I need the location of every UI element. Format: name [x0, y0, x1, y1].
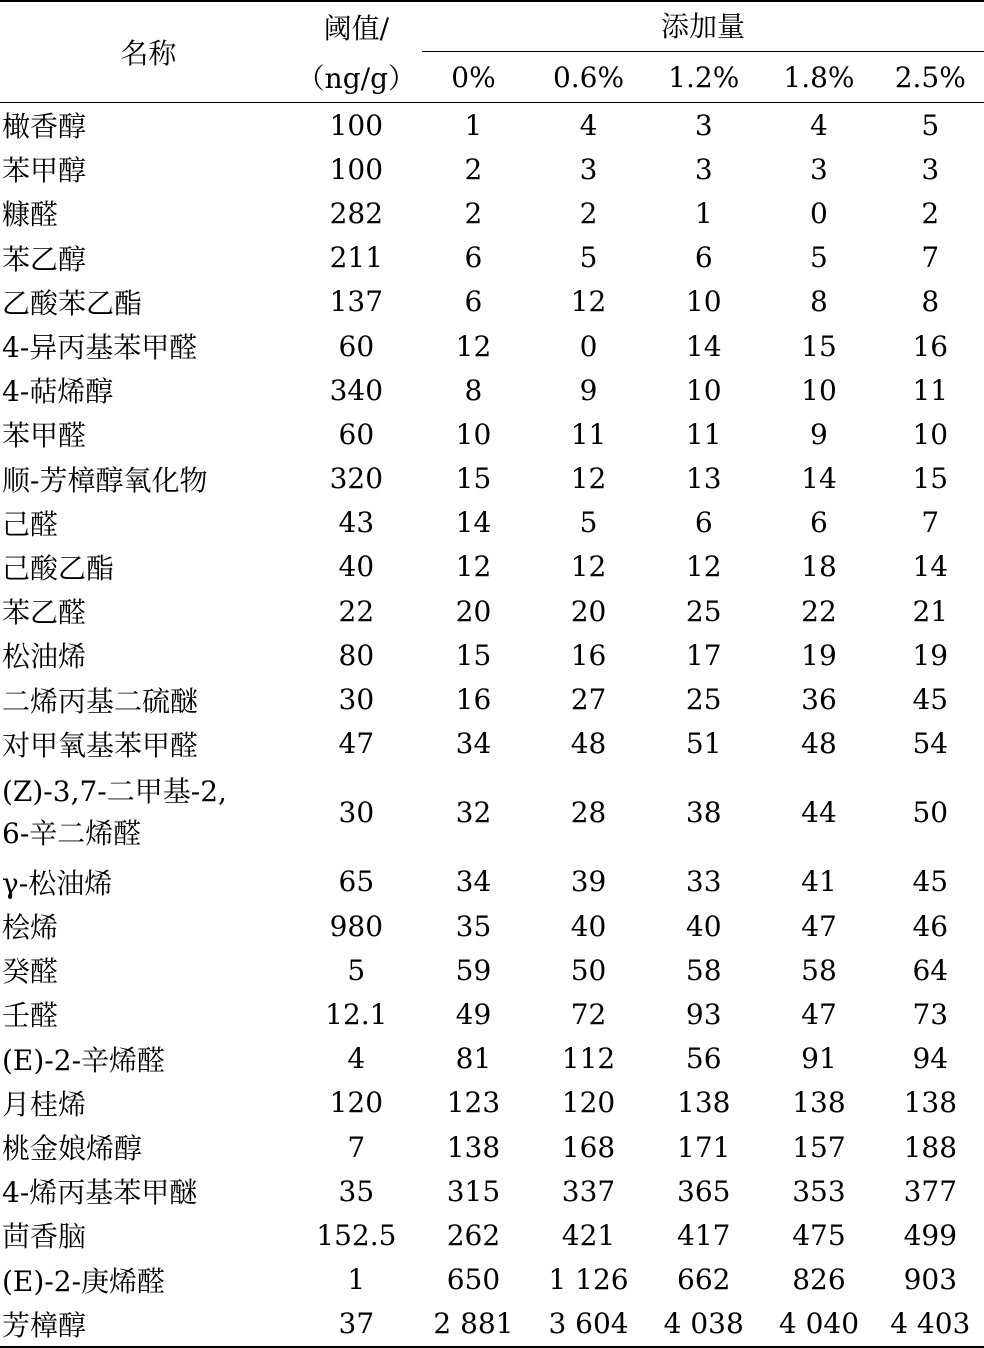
- value-cell: 17: [685, 638, 722, 672]
- value-cell: 262: [446, 1218, 501, 1252]
- value-cell: 48: [801, 727, 837, 761]
- value-cell: 5: [579, 506, 598, 540]
- table-row: [0, 1081, 984, 1125]
- table-row: [0, 1169, 984, 1213]
- value-cell: 353: [792, 1174, 846, 1208]
- value-cell: 3: [694, 108, 713, 142]
- compound-name: 苯乙醛: [2, 596, 87, 630]
- table-row: [0, 545, 984, 589]
- header-threshold-line1: 阈值/: [323, 12, 390, 45]
- compound-name: 苯甲醇: [2, 154, 87, 188]
- value-cell: 7: [921, 241, 940, 275]
- value-cell: 1: [464, 108, 483, 142]
- compound-name: 壬醛: [2, 999, 59, 1033]
- threshold-cell: 152.5: [316, 1218, 397, 1252]
- value-cell: 44: [801, 796, 837, 830]
- compound-name: 糠醛: [2, 198, 59, 232]
- value-cell: 171: [677, 1130, 731, 1164]
- value-cell: 7: [921, 506, 940, 540]
- compound-name: 4-萜烯醇: [2, 375, 114, 409]
- value-cell: 16: [912, 329, 949, 363]
- value-cell: 138: [903, 1086, 958, 1120]
- value-cell: 59: [455, 953, 492, 987]
- value-cell: 41: [801, 865, 837, 899]
- threshold-cell: 80: [338, 638, 375, 672]
- value-cell: 72: [570, 997, 607, 1031]
- value-cell: 35: [455, 909, 492, 943]
- value-cell: 18: [801, 550, 837, 584]
- value-cell: 337: [561, 1174, 616, 1208]
- table-row: [0, 501, 984, 545]
- value-cell: 58: [801, 953, 837, 987]
- compound-name: 4-异丙基苯甲醛: [2, 331, 198, 365]
- value-cell: 46: [912, 909, 949, 943]
- value-cell: 15: [455, 462, 492, 496]
- value-cell: 12: [570, 285, 607, 319]
- threshold-cell: 35: [338, 1174, 375, 1208]
- value-cell: 38: [685, 796, 722, 830]
- compound-name: γ-松油烯: [2, 866, 113, 900]
- value-cell: 6: [694, 506, 713, 540]
- value-cell: 138: [446, 1130, 501, 1164]
- value-cell: 3: [810, 152, 828, 186]
- value-cell: 3: [694, 152, 713, 186]
- value-cell: 14: [455, 506, 492, 540]
- table-row: [0, 147, 984, 191]
- value-cell: 12: [685, 550, 722, 584]
- value-cell: 36: [801, 683, 837, 717]
- table-row: [0, 236, 984, 280]
- value-cell: 6: [810, 506, 828, 540]
- value-cell: 22: [801, 594, 837, 628]
- value-cell: 81: [455, 1042, 492, 1076]
- threshold-cell: 7: [347, 1130, 366, 1164]
- value-cell: 112: [561, 1042, 616, 1076]
- value-cell: 12: [570, 462, 607, 496]
- value-cell: 64: [912, 953, 949, 987]
- table-row: [0, 191, 984, 235]
- header-level-0: 0%: [451, 60, 496, 94]
- value-cell: 47: [801, 909, 837, 943]
- value-cell: 499: [903, 1218, 958, 1252]
- header-level-1: 0.6%: [552, 60, 625, 94]
- value-cell: 8: [810, 285, 828, 319]
- compound-name: 己酸乙酯: [2, 551, 115, 585]
- compound-name: 乙酸苯乙酯: [2, 286, 143, 320]
- value-cell: 3 604: [548, 1307, 629, 1341]
- threshold-cell: 12.1: [325, 997, 388, 1031]
- table-row: [0, 633, 984, 677]
- value-cell: 19: [801, 638, 837, 672]
- value-cell: 20: [570, 594, 607, 628]
- table-row: [0, 457, 984, 501]
- header-level-3: 1.8%: [783, 60, 855, 94]
- value-cell: 421: [561, 1218, 616, 1252]
- value-cell: 10: [801, 373, 837, 407]
- header-addition: [416, 1, 984, 52]
- value-cell: 0: [810, 196, 828, 230]
- compound-name: 己醛: [2, 507, 59, 541]
- threshold-cell: 320: [329, 462, 384, 496]
- value-cell: 58: [685, 953, 722, 987]
- value-cell: 5: [579, 241, 598, 275]
- value-cell: 93: [685, 997, 722, 1031]
- value-cell: 138: [677, 1086, 731, 1120]
- compound-name: 苯甲醛: [2, 419, 87, 453]
- value-cell: 2: [464, 196, 483, 230]
- compound-name: 茴香脑: [2, 1220, 87, 1254]
- value-cell: 11: [685, 417, 722, 451]
- value-cell: 34: [455, 865, 492, 899]
- value-cell: 475: [792, 1218, 846, 1252]
- threshold-cell: 137: [329, 285, 384, 319]
- compound-name-line1: (Z)-3,7-二甲基-2,: [2, 774, 227, 808]
- value-cell: 50: [570, 953, 607, 987]
- value-cell: 25: [685, 594, 722, 628]
- value-cell: 14: [912, 550, 949, 584]
- threshold-cell: 47: [338, 727, 375, 761]
- value-cell: 73: [912, 997, 949, 1031]
- compound-name: 橄香醇: [2, 110, 87, 144]
- value-cell: 6: [694, 241, 713, 275]
- threshold-cell: 980: [329, 909, 384, 943]
- threshold-cell: 340: [329, 373, 384, 407]
- value-cell: 650: [446, 1263, 501, 1297]
- header-threshold-line2: （ng/g）: [296, 62, 416, 95]
- value-cell: 34: [455, 727, 492, 761]
- value-cell: 6: [464, 285, 483, 319]
- value-cell: 13: [685, 462, 722, 496]
- value-cell: 2: [921, 196, 940, 230]
- value-cell: 91: [801, 1042, 837, 1076]
- value-cell: 21: [912, 594, 949, 628]
- value-cell: 15: [912, 462, 949, 496]
- compound-name: 顺-芳樟醇氧化物: [2, 463, 208, 497]
- value-cell: 1 126: [548, 1263, 629, 1297]
- value-cell: 40: [570, 909, 607, 943]
- value-cell: 377: [903, 1174, 958, 1208]
- table-row: [0, 766, 984, 860]
- compound-name: 松油烯: [2, 640, 87, 674]
- header-name: 名称: [0, 1, 297, 103]
- value-cell: 11: [570, 417, 607, 451]
- compound-name: 4-烯丙基苯甲醚: [2, 1176, 198, 1210]
- table-row: [0, 280, 984, 324]
- value-cell: 45: [912, 683, 949, 717]
- threshold-cell: 1: [347, 1263, 366, 1297]
- table-row: [0, 1213, 984, 1257]
- threshold-cell: 65: [338, 865, 375, 899]
- value-cell: 15: [801, 329, 837, 363]
- compound-name: 桧烯: [2, 911, 59, 945]
- table-row: [0, 589, 984, 633]
- compound-name: 二烯丙基二硫醚: [2, 684, 199, 718]
- table-row: [0, 103, 984, 148]
- value-cell: 3: [579, 152, 598, 186]
- value-cell: 40: [685, 909, 722, 943]
- value-cell: 10: [685, 373, 722, 407]
- value-cell: 8: [921, 285, 940, 319]
- threshold-cell: 60: [338, 417, 375, 451]
- value-cell: 9: [579, 373, 598, 407]
- threshold-cell: 30: [338, 683, 375, 717]
- threshold-cell: 5: [347, 953, 366, 987]
- compound-name: [0, 766, 297, 860]
- compound-name: (E)-2-辛烯醛: [2, 1043, 166, 1077]
- threshold-cell: 100: [329, 108, 384, 142]
- compound-name: 癸醛: [2, 955, 59, 989]
- value-cell: 11: [912, 373, 949, 407]
- threshold-cell: 211: [329, 241, 384, 275]
- threshold-cell: 30: [338, 796, 375, 830]
- value-cell: 3: [921, 152, 940, 186]
- value-cell: 94: [912, 1042, 949, 1076]
- value-cell: 10: [685, 285, 722, 319]
- compound-name-line2: 6-辛二烯醛: [2, 816, 142, 850]
- value-cell: 315: [446, 1174, 501, 1208]
- value-cell: 365: [677, 1174, 731, 1208]
- value-cell: 50: [912, 796, 949, 830]
- value-cell: 16: [455, 683, 492, 717]
- value-cell: 4 403: [890, 1307, 971, 1341]
- table-row: [0, 368, 984, 412]
- value-cell: 9: [810, 417, 828, 451]
- compound-name: 对甲氧基苯甲醛: [2, 728, 199, 762]
- threshold-cell: 37: [338, 1307, 375, 1341]
- table-row: [0, 722, 984, 766]
- header-level-2: 1.2%: [668, 60, 740, 94]
- threshold-cell: 282: [329, 196, 384, 230]
- value-cell: 138: [792, 1086, 846, 1120]
- value-cell: 8: [464, 373, 483, 407]
- value-cell: 188: [903, 1130, 958, 1164]
- value-cell: 123: [446, 1086, 501, 1120]
- value-cell: 49: [455, 997, 492, 1031]
- threshold-cell: 4: [347, 1042, 366, 1076]
- value-cell: 0: [579, 329, 598, 363]
- table-row: [0, 1258, 984, 1302]
- value-cell: 28: [570, 796, 607, 830]
- value-cell: 4: [579, 108, 598, 142]
- value-cell: 903: [903, 1263, 958, 1297]
- table-row: [0, 412, 984, 456]
- value-cell: 54: [912, 727, 949, 761]
- threshold-cell: 100: [329, 152, 384, 186]
- table-body: [0, 103, 984, 1347]
- table-row: [0, 1302, 984, 1347]
- compound-name: 桃金娘烯醇: [2, 1132, 143, 1166]
- compound-name: (E)-2-庚烯醛: [2, 1264, 166, 1298]
- value-cell: 168: [561, 1130, 616, 1164]
- value-cell: 20: [455, 594, 492, 628]
- value-cell: 2 881: [433, 1307, 514, 1341]
- value-cell: 10: [912, 417, 949, 451]
- value-cell: 15: [455, 638, 492, 672]
- value-cell: 25: [685, 683, 722, 717]
- value-cell: 48: [570, 727, 607, 761]
- table-row: [0, 1125, 984, 1169]
- value-cell: 5: [810, 241, 828, 275]
- value-cell: 5: [921, 108, 940, 142]
- value-cell: 417: [677, 1218, 731, 1252]
- compound-name: 苯乙醇: [2, 242, 87, 276]
- header-row-1: [0, 1, 984, 52]
- value-cell: 662: [677, 1263, 731, 1297]
- value-cell: 4 040: [778, 1307, 860, 1341]
- table-row: [0, 948, 984, 992]
- value-cell: 33: [685, 865, 722, 899]
- table-row: [0, 1037, 984, 1081]
- threshold-cell: 120: [329, 1086, 384, 1120]
- value-cell: 16: [570, 638, 607, 672]
- value-cell: 4 038: [663, 1307, 744, 1341]
- value-cell: 27: [570, 683, 607, 717]
- value-cell: 12: [455, 329, 492, 363]
- value-cell: 12: [455, 550, 492, 584]
- value-cell: 14: [801, 462, 837, 496]
- value-cell: 47: [801, 997, 837, 1031]
- threshold-cell: 40: [338, 550, 375, 584]
- compound-name: 芳樟醇: [2, 1308, 87, 1342]
- table-row: [0, 992, 984, 1036]
- table-row: [0, 324, 984, 368]
- value-cell: 56: [685, 1042, 722, 1076]
- value-cell: 157: [792, 1130, 846, 1164]
- table-row: [0, 904, 984, 948]
- value-cell: 120: [561, 1086, 616, 1120]
- threshold-cell: 22: [338, 594, 375, 628]
- header-level-4: 2.5%: [894, 60, 966, 94]
- value-cell: 6: [464, 241, 483, 275]
- value-cell: 19: [912, 638, 949, 672]
- value-cell: 2: [579, 196, 598, 230]
- value-cell: 45: [912, 865, 949, 899]
- value-cell: 10: [455, 417, 492, 451]
- value-cell: 12: [570, 550, 607, 584]
- value-cell: 39: [570, 865, 607, 899]
- table-row: [0, 677, 984, 721]
- value-cell: 14: [685, 329, 722, 363]
- value-cell: 2: [464, 152, 483, 186]
- value-cell: 32: [455, 796, 492, 830]
- threshold-cell: 43: [338, 506, 375, 540]
- header-addition-label: 添加量: [422, 3, 984, 52]
- table-row: [0, 860, 984, 904]
- value-cell: 1: [694, 196, 713, 230]
- value-cell: 4: [810, 108, 828, 142]
- threshold-cell: 60: [338, 329, 375, 363]
- value-cell: 51: [685, 727, 722, 761]
- compound-name: 月桂烯: [2, 1087, 87, 1121]
- value-cell: 826: [792, 1263, 846, 1297]
